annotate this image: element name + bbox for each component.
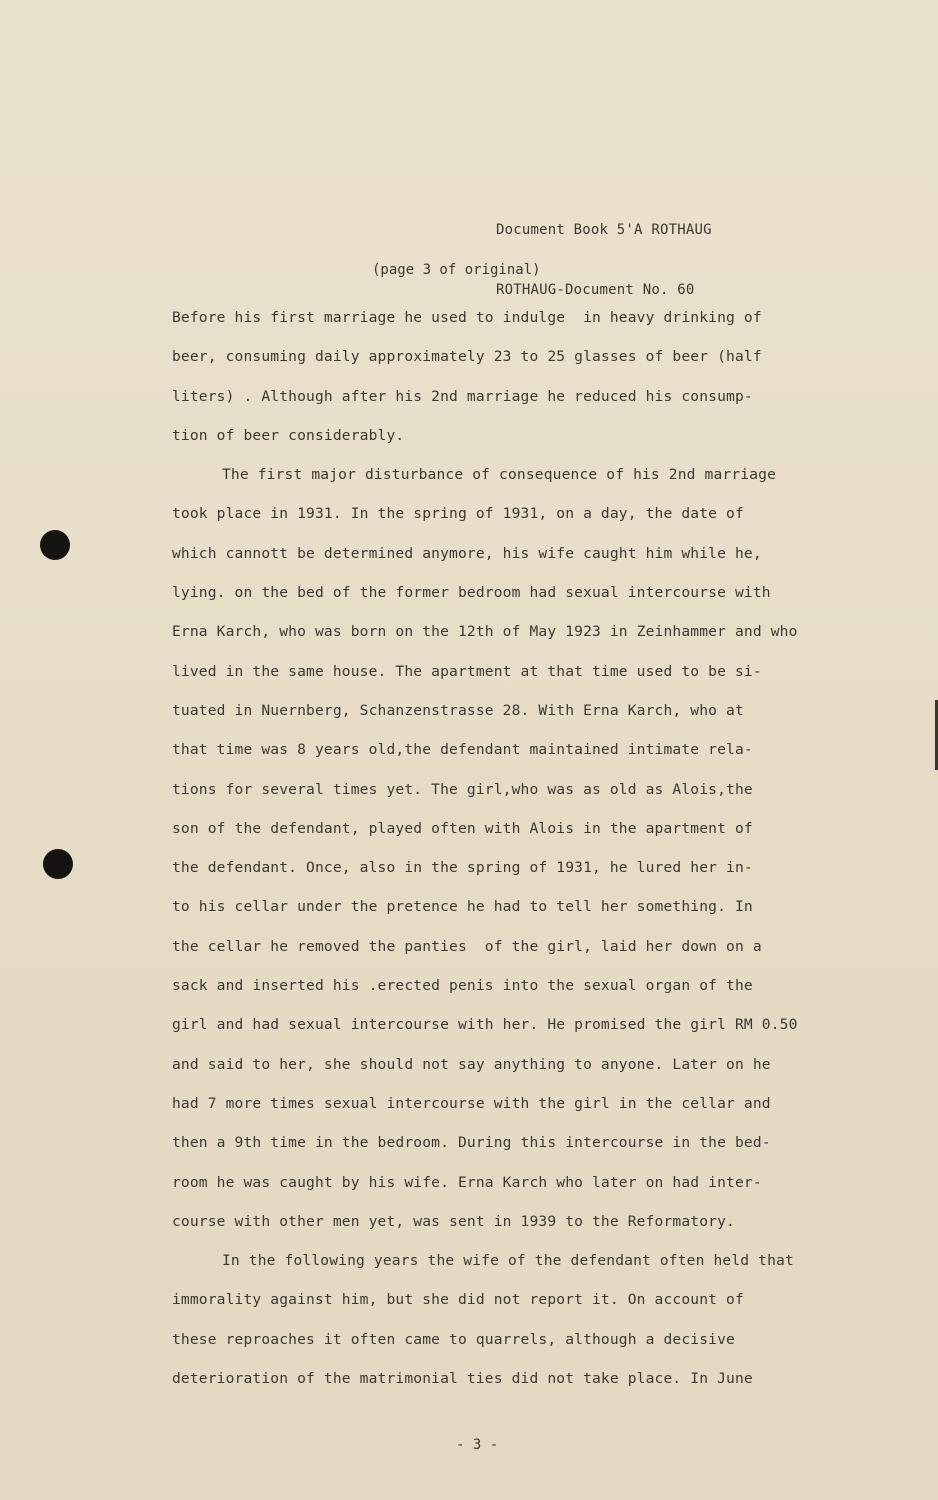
text-line: immorality against him, but she did not report it. On account of	[172, 1291, 744, 1309]
punch-hole-bottom	[43, 849, 73, 879]
text-line: liters) . Although after his 2nd marriage he reduced his consump-	[172, 387, 753, 405]
text-line: took place in 1931. In the spring of 1931, on a day, the date of	[172, 505, 744, 523]
text-line: which cannott be determined anymore, his wife caught him while he,	[172, 544, 762, 562]
body-text	[172, 298, 862, 1398]
text-line: these reproaches it often came to quarrels, although a decisive	[172, 1330, 735, 1348]
text-line: the defendant. Once, also in the spring of 1931, he lured her in-	[172, 859, 753, 877]
text-line: had 7 more times sexual intercourse with the girl in the cellar and	[172, 1094, 771, 1112]
text-line: Erna Karch, who was born on the 12th of May 1923 in Zeinhammer and who	[172, 623, 798, 641]
original-page-reference: (page 3 of original)	[372, 262, 541, 278]
text-line: In the following years the wife of the defendant often held that	[222, 1252, 794, 1270]
text-line: lying. on the bed of the former bedroom had sexual intercourse with	[172, 584, 771, 602]
text-line: room he was caught by his wife. Erna Karch who later on had inter-	[172, 1173, 762, 1191]
page-number: - 3 -	[456, 1437, 499, 1453]
text-line: to his cellar under the pretence he had to tell her something. In	[172, 898, 753, 916]
text-line: then a 9th time in the bedroom. During this intercourse in the bed-	[172, 1134, 771, 1152]
text-line: course with other men yet, was sent in 1939 to the Reformatory.	[172, 1212, 735, 1230]
text-line: tuated in Nuernberg, Schanzenstrasse 28. With Erna Karch, who at	[172, 701, 744, 719]
text-line: and said to her, she should not say anything to anyone. Later on he	[172, 1055, 771, 1073]
text-line: sack and inserted his .erected penis into the sexual organ of the	[172, 977, 753, 995]
text-line: tion of beer considerably.	[172, 426, 405, 444]
text-line: beer, consuming daily approximately 23 to 25 glasses of beer (half	[172, 348, 762, 366]
text-line: son of the defendant, played often with Alois in the apartment of	[172, 819, 753, 837]
header-book-ref: Document Book 5'A ROTHAUG	[496, 222, 712, 238]
header-document-no: ROTHAUG-Document No. 60	[496, 282, 695, 298]
text-line: lived in the same house. The apartment at that time used to be si-	[172, 662, 762, 680]
text-line: tions for several times yet. The girl,who was as old as Alois,the	[172, 780, 753, 798]
text-line: deterioration of the matrimonial ties did not take place. In June	[172, 1370, 753, 1388]
text-line: that time was 8 years old,the defendant maintained intimate rela-	[172, 741, 753, 759]
text-line: Before his first marriage he used to indulge in heavy drinking of	[172, 309, 762, 326]
text-line: the cellar he removed the panties of the girl, laid her down on a	[172, 937, 762, 955]
text-line: The first major disturbance of consequence of his 2nd marriage	[222, 466, 777, 484]
text-line: girl and had sexual intercourse with her. He promised the girl RM 0.50	[172, 1016, 798, 1034]
punch-hole-top	[40, 530, 70, 560]
